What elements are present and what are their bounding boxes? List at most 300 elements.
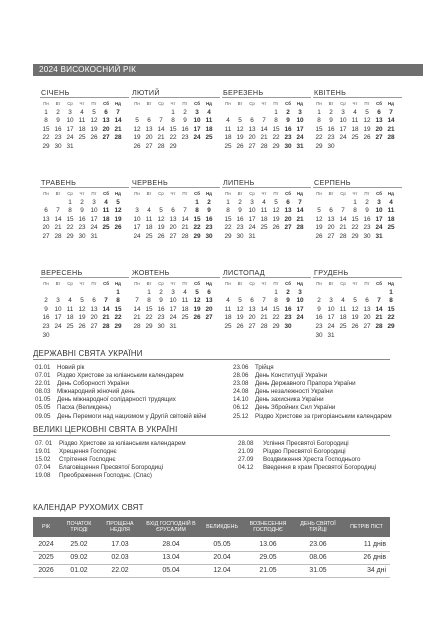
day-number: 24 [66,134,74,142]
holiday-item [238,464,398,472]
day-number: 7 [56,207,60,215]
month-name: ТРАВЕНЬ [40,178,129,188]
day-number: 3 [68,108,72,116]
weekday-label: Пт [91,281,97,286]
day-number: 2 [56,108,60,116]
day-number: 17 [54,314,62,322]
day-number: 6 [377,108,381,116]
weekday-label: Чт [170,191,176,196]
day-number: 22 [387,314,395,322]
holiday-name: Різдво Христове за григоріанським календарем [255,412,392,420]
day-number: 16 [315,314,323,322]
day-number: 9 [365,207,369,215]
holiday-item [35,440,235,448]
year-calendar-grid [40,88,423,358]
day-number: 9 [317,305,321,313]
holiday-name: День Перемоги над нацизмом у Другій світовій війні [57,412,207,420]
day-number: 1 [389,288,393,296]
day-number: 11 [145,215,153,223]
day-number: 4 [226,117,230,125]
holiday-date: 19.08 [35,472,51,480]
table-row [33,552,390,563]
day-number: 21 [260,134,268,142]
day-number: 13 [90,305,98,313]
day-number: 21 [387,125,395,133]
weekday-label: Пн [225,191,231,196]
day-number: 2 [286,288,290,296]
day-number: 20 [248,134,256,142]
day-number: 19 [90,125,98,133]
empty-day-cell [131,289,143,298]
weekday-label: Пн [134,281,140,286]
holiday-item [35,456,235,464]
weekday-label: Пн [316,281,322,286]
day-number: 30 [327,142,335,150]
day-number: 6 [365,297,369,305]
month-block [222,268,311,358]
table-cell: 26 днів [363,554,386,561]
day-number: 5 [365,108,369,116]
day-number: 17 [133,224,141,232]
empty-day-cell [64,289,76,298]
day-number: 11 [102,207,110,215]
day-number: 18 [224,134,232,142]
day-number: 29 [315,142,323,150]
weekday-label: Чт [261,281,267,286]
empty-day-cell [337,289,349,298]
holiday-date: 07.04 [35,464,51,472]
weekday-label: Нд [115,101,121,106]
table-cell: 20.04 [213,554,231,561]
weekday-label: Сб [376,191,382,196]
day-number: 22 [351,224,359,232]
month-days-grid [313,190,402,242]
day-number: 2 [365,198,369,206]
day-number: 11 [224,125,232,133]
holiday-date: 05.05 [35,404,51,412]
day-number: 29 [66,232,74,240]
empty-day-cell [258,109,270,118]
holiday-name: Успіння Пресвятої Богородиці [263,440,349,447]
holiday-date: 15.02 [35,456,51,464]
empty-day-cell [246,109,258,118]
holiday-name: Стрітення Господнє [59,456,116,464]
day-number: 21 [54,224,62,232]
day-number: 28 [296,224,304,232]
day-number: 4 [226,297,230,305]
day-number: 26 [90,134,98,142]
movable-table-header [33,517,390,537]
day-number: 4 [262,198,266,206]
state-holidays-title: ДЕРЖАВНІ СВЯТА УКРАЇНИ [33,349,390,360]
day-number: 9 [56,117,60,125]
day-number: 25 [181,314,189,322]
month-block [313,178,402,268]
day-number: 29 [272,322,280,330]
day-number: 10 [327,305,335,313]
day-number: 23 [327,134,335,142]
day-number: 2 [207,198,211,206]
table-row [33,539,390,550]
day-number: 20 [42,224,50,232]
holiday-item [233,372,403,380]
weekday-label: Вт [146,101,152,106]
day-number: 6 [92,297,96,305]
day-number: 20 [169,224,177,232]
day-number: 19 [78,314,86,322]
empty-day-cell [88,289,100,298]
state-holidays-right-list [233,364,403,421]
holiday-name: День міжнародної солідарності трудящих [57,396,176,404]
empty-day-cell [155,199,167,208]
day-number: 20 [102,125,110,133]
day-number: 11 [387,207,395,215]
day-number: 2 [80,198,84,206]
holiday-date: 01.01 [35,364,51,371]
day-number: 18 [102,215,110,223]
day-number: 8 [274,297,278,305]
day-number: 18 [224,314,232,322]
day-number: 11 [260,207,268,215]
table-header-cell: ВХІД ГОСПОДНІЙ В ЄРУСАЛИМ [146,521,196,533]
month-name: ЛИПЕНЬ [222,178,311,188]
day-number: 27 [375,134,383,142]
day-number: 16 [284,125,292,133]
day-number: 12 [90,117,98,125]
day-number: 25 [260,224,268,232]
table-header-cell: ВЕЛИКДЕНЬ [206,524,238,530]
day-number: 30 [363,232,371,240]
day-number: 30 [205,232,213,240]
day-number: 7 [159,117,163,125]
day-number: 15 [272,305,280,313]
day-number: 15 [315,125,323,133]
holiday-date: 07. 01 [35,440,53,447]
day-number: 30 [284,322,292,330]
holiday-item [238,448,398,456]
holiday-item [233,404,403,412]
day-number: 28 [102,322,110,330]
day-number: 23 [284,314,292,322]
holiday-name: Різдво Пресвятої Богородиці [263,448,346,456]
day-number: 30 [78,232,86,240]
day-number: 12 [133,125,141,133]
day-number: 19 [236,134,244,142]
month-block [313,268,402,358]
day-number: 6 [286,198,290,206]
empty-day-cell [76,289,88,298]
day-number: 12 [315,215,323,223]
day-number: 15 [66,215,74,223]
day-number: 22 [224,224,232,232]
holiday-date: 25.12 [233,412,249,420]
day-number: 2 [317,297,321,305]
day-number: 1 [274,288,278,296]
empty-day-cell [167,199,179,208]
table-cell: 31.05 [309,567,327,574]
day-number: 5 [116,198,120,206]
weekday-label: Ср [67,281,73,286]
day-number: 11 [224,305,232,313]
day-number: 4 [104,198,108,206]
day-number: 4 [389,198,393,206]
day-number: 28 [339,232,347,240]
day-number: 24 [375,224,383,232]
weekday-label: Пн [225,101,231,106]
table-cell: 13.06 [259,541,277,548]
empty-day-cell [313,289,325,298]
table-cell: 13.04 [162,554,180,561]
weekday-label: Нд [297,191,303,196]
day-number: 5 [159,207,163,215]
day-number: 16 [236,215,244,223]
holiday-name: Новий рік [57,364,85,371]
holiday-name: День Збройних Сил України [255,404,336,412]
year-banner-text: 2024 ВИСОКОСНИЙ РІК [39,65,137,74]
day-number: 13 [42,215,50,223]
day-number: 14 [157,125,165,133]
table-cell: 17.03 [111,541,129,548]
day-number: 20 [145,134,153,142]
weekday-label: Нд [388,101,394,106]
day-number: 23 [315,322,323,330]
day-number: 1 [226,198,230,206]
table-cell: 02.03 [111,554,129,561]
empty-day-cell [222,109,234,118]
day-number: 9 [286,297,290,305]
day-number: 15 [351,215,359,223]
day-number: 7 [377,297,381,305]
month-days-grid [40,190,129,242]
weekday-label: Чт [79,281,85,286]
day-number: 22 [315,134,323,142]
empty-day-cell [40,199,52,208]
holiday-item [233,380,403,388]
table-cell: 29.05 [259,554,277,561]
weekday-label: Нд [115,281,121,286]
day-number: 28 [181,232,189,240]
day-number: 21 [375,314,383,322]
day-number: 1 [171,108,175,116]
year-banner [33,64,423,76]
day-number: 17 [90,215,98,223]
day-number: 27 [248,142,256,150]
day-number: 7 [298,198,302,206]
day-number: 24 [169,314,177,322]
empty-day-cell [349,289,361,298]
day-number: 18 [205,125,213,133]
day-number: 14 [54,215,62,223]
day-number: 19 [157,224,165,232]
movable-feasts-title: КАЛЕНДАР РУХОМИХ СВЯТ [33,503,144,512]
day-number: 24 [133,232,141,240]
day-number: 25 [224,322,232,330]
month-name: ЛЮТИЙ [131,88,220,98]
holiday-date: 19.01 [35,448,51,456]
day-number: 21 [133,314,141,322]
day-number: 3 [92,198,96,206]
holiday-date: 28.08 [238,440,254,447]
holiday-date: 24.08 [233,388,249,396]
day-number: 26 [315,232,323,240]
day-number: 17 [66,125,74,133]
day-number: 17 [193,125,201,133]
holiday-item [233,388,403,396]
day-number: 14 [296,207,304,215]
day-number: 23 [157,314,165,322]
day-number: 3 [329,297,333,305]
weekday-label: Чт [261,191,267,196]
weekday-label: Сб [285,101,291,106]
day-number: 13 [102,117,110,125]
day-number: 12 [78,305,86,313]
empty-day-cell [131,109,143,118]
day-number: 16 [284,305,292,313]
day-number: 20 [363,314,371,322]
day-number: 22 [169,134,177,142]
day-number: 11 [351,117,359,125]
day-number: 20 [284,215,292,223]
weekday-label: Чт [352,191,358,196]
day-number: 2 [44,297,48,305]
holiday-date: 23.08 [233,380,249,388]
holiday-date: 28.06 [233,372,249,380]
day-number: 26 [114,224,122,232]
table-cell: 11 днів [363,541,386,548]
day-number: 3 [341,108,345,116]
day-number: 28 [157,142,165,150]
empty-day-cell [100,289,112,298]
day-number: 26 [272,224,280,232]
day-number: 5 [195,288,199,296]
day-number: 5 [353,297,357,305]
weekday-label: Пт [273,281,279,286]
table-cell: 21.05 [259,567,277,574]
month-name: КВІТЕНЬ [313,88,402,98]
day-number: 10 [375,207,383,215]
day-number: 16 [181,125,189,133]
day-number: 27 [90,322,98,330]
day-number: 15 [224,215,232,223]
state-holidays-left-list [35,364,233,421]
day-number: 27 [102,134,110,142]
holiday-name: Хрещення Господнє [59,448,117,456]
weekday-label: Пн [134,191,140,196]
holiday-name: Воздвиження Хреста Господнього [263,456,361,464]
day-number: 14 [181,215,189,223]
table-header-cell: РІК [41,524,51,530]
holiday-date: 27.09 [238,456,254,464]
month-name: ЧЕРВЕНЬ [131,178,220,188]
day-number: 13 [363,305,371,313]
weekday-label: Чт [79,191,85,196]
day-number: 24 [339,134,347,142]
day-number: 19 [133,134,141,142]
day-number: 12 [114,207,122,215]
day-number: 12 [157,215,165,223]
day-number: 24 [193,134,201,142]
month-name: СІЧЕНЬ [40,88,129,98]
day-number: 17 [169,305,177,313]
weekday-label: Пн [43,191,49,196]
day-number: 26 [78,322,86,330]
day-number: 27 [327,232,335,240]
day-number: 29 [351,232,359,240]
day-number: 19 [114,215,122,223]
weekday-label: Вт [237,101,243,106]
holiday-name: Введення в храм Пресвятої Богородиці [263,464,376,472]
day-number: 19 [315,224,323,232]
day-number: 23 [54,134,62,142]
church-holidays-title: ВЕЛИКІ ЦЕРКОВНІ СВЯТА В УКРАЇНІ [33,425,390,436]
day-number: 23 [181,134,189,142]
day-number: 23 [205,224,213,232]
month-block [40,88,129,178]
day-number: 4 [183,288,187,296]
day-number: 6 [329,207,333,215]
month-days-grid [313,100,402,152]
day-number: 29 [224,232,232,240]
weekday-label: Чт [352,101,358,106]
weekday-label: Вт [146,281,152,286]
month-name: БЕРЕЗЕНЬ [222,88,311,98]
day-number: 22 [193,224,201,232]
month-days-grid [313,280,402,340]
weekday-label: Вт [328,281,334,286]
day-number: 8 [44,117,48,125]
day-number: 26 [157,232,165,240]
holiday-item [35,380,233,388]
weekday-label: Ср [158,281,164,286]
holiday-date: 07.01 [35,372,51,380]
day-number: 7 [262,117,266,125]
day-number: 10 [193,117,201,125]
day-number: 20 [375,125,383,133]
day-number: 10 [169,297,177,305]
day-number: 9 [159,297,163,305]
day-number: 28 [114,134,122,142]
month-name: СЕРПЕНЬ [313,178,402,188]
day-number: 23 [236,224,244,232]
holiday-item [35,396,233,404]
day-number: 29 [169,142,177,150]
day-number: 9 [207,207,211,215]
holiday-date: 06.12 [233,404,249,412]
weekday-label: Нд [206,191,212,196]
day-number: 1 [195,198,199,206]
day-number: 19 [363,125,371,133]
empty-day-cell [52,289,64,298]
weekday-label: Чт [79,101,85,106]
holiday-name: Благовіщення Пресвятої Богородиці [59,464,164,472]
day-number: 11 [181,297,189,305]
day-number: 15 [272,125,280,133]
weekday-label: Пт [182,281,188,286]
table-header-cell: ПЕТРІВ ПІСТ [350,524,383,530]
day-number: 19 [272,215,280,223]
day-number: 5 [238,297,242,305]
weekday-label: Вт [328,191,334,196]
day-number: 19 [351,314,359,322]
day-number: 31 [169,322,177,330]
holiday-item [35,388,233,396]
holiday-date: 04.12 [238,464,254,472]
weekday-label: Пт [91,101,97,106]
day-number: 27 [363,322,371,330]
day-number: 6 [250,297,254,305]
holiday-name: День захисника України [255,396,324,404]
weekday-label: Сб [194,281,200,286]
